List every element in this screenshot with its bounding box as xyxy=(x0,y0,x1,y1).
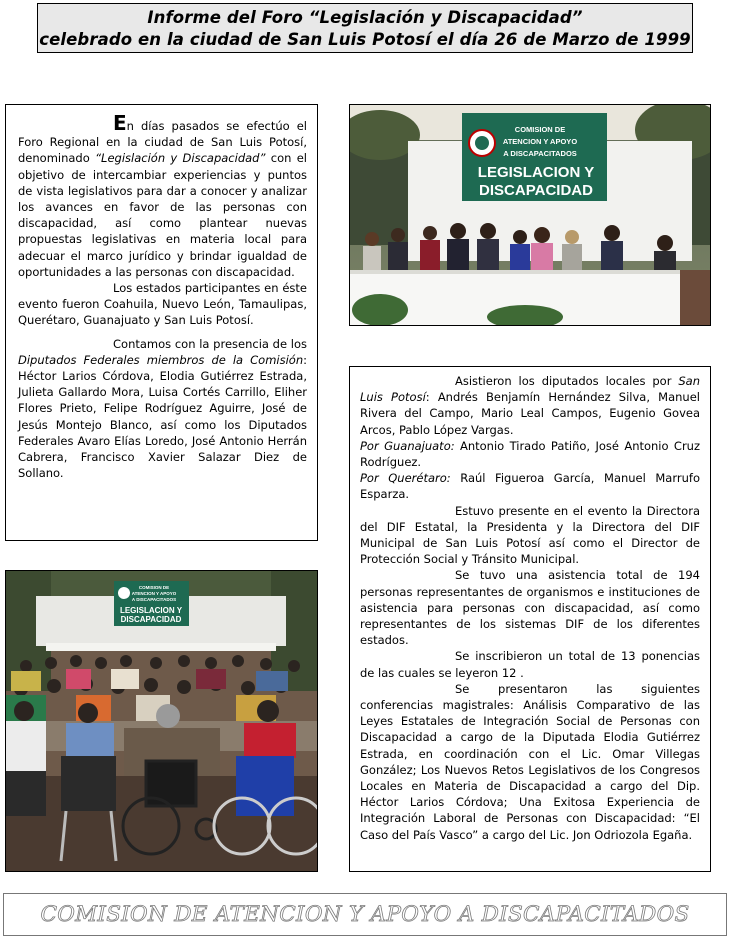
right-p1-text-a: Asistieron los diputados locales por xyxy=(455,374,679,388)
bottom-banner-line-3: A DISCAPACITADOS xyxy=(131,597,177,602)
photo-audience-scene xyxy=(6,571,317,871)
left-p1-text-a: n días pasados se efectúo el Foro Regional en la ciudad de San Luis Potosí, denominado xyxy=(18,119,307,166)
photo-audience xyxy=(5,570,318,872)
photo-panel-table xyxy=(349,104,711,326)
left-p3-text-b: : Héctor Larios Córdova, Elodia Gutiérrez Estrada, Julieta Gallardo Mora, Luisa Cortés Carrillo, Eliher Flores Prieto, Felipe Rodríguez Aguirre, José de Jesús Montejo Blanco, así como los Diputados Federales Avaro Elías Loredo, José Antonio Herrán Cabrera, Francisco Xavier Salazar Diez de Sollano. xyxy=(18,352,307,481)
right-paragraph-3: Se tuvo una asistencia total de 194 personas representantes de organismos e instituciones de asistencia para personas con discapacidad, así como representantes de los sistemas DIF de los diferentes estados. xyxy=(360,568,700,648)
bottom-banner-line-1: COMISION DE xyxy=(138,585,170,590)
bottom-banner-big-1: LEGISLACION Y xyxy=(119,606,183,615)
left-p3-committee: Diputados Federales miembros de la Comisión xyxy=(18,352,304,367)
photo-panel-scene xyxy=(350,105,710,325)
footer-text: COMISION DE ATENCION Y APOYO A DISCAPACITADOS xyxy=(40,902,690,927)
right-article-box xyxy=(349,366,711,872)
page-title-box xyxy=(37,3,693,53)
top-banner-big-1: LEGISLACION Y xyxy=(477,164,595,181)
bottom-banner-big-2: DISCAPACIDAD xyxy=(120,615,182,624)
right-p1-text-c: Antonio Tirado Patiño, José Antonio Cruz Rodríguez. xyxy=(360,438,700,470)
top-banner-big-2: DISCAPACIDAD xyxy=(479,182,593,199)
title-line-2: celebrado en la ciudad de San Luis Potosí el día 26 de Marzo de 1999 xyxy=(39,30,691,49)
right-p1-state-slp: San Luis Potosí xyxy=(360,374,700,405)
top-banner-line-3: A DISCAPACITADOS xyxy=(503,149,577,158)
left-p1-text-b: con el objetivo de intercambiar experiencias y puntos de vista legislativos para dar a conocer y analizar los avances en favor de las personas con discapacidad, así como plantear nuevas propuestas legislativas en materia local para adecuar el marco jurídico y brindar igualdad de oportunidades a las personas con discapacidad. xyxy=(18,151,307,279)
left-article-box xyxy=(5,104,318,541)
top-banner-line-2: ATENCION Y APOYO xyxy=(502,137,578,146)
left-p1-forum-name: “Legislación y Discapacidad” xyxy=(95,151,266,166)
right-paragraph-1 xyxy=(360,373,700,503)
right-p1-state-qro: Por Querétaro: xyxy=(360,471,451,486)
top-banner-line-1: COMISION DE xyxy=(514,125,566,134)
right-paragraph-2: Estuvo presente en el evento la Directora del DIF Estatal, la Presidenta y la Directora del DIF Municipal de San Luis Potosí así como el Director de Protección Social y Tránsito Municipal. xyxy=(360,503,700,567)
right-p1-text-b: : Andrés Benjamín Hernández Silva, Manuel Rivera del Campo, Mario Leal Campos, Eugenio Govea Arcos, Pablo López Vargas. xyxy=(360,390,700,437)
right-paragraph-5: Se presentaron las siguientes conferencias magistrales: Análisis Comparativo de las Leyes Estatales de Integración Social de Personas con Discapacidad a cargo de la Diputada Elodia Gutiérrez Estrada, en coordinación con el Lic. Omar Villegas González; Los Nuevos Retos Legislativos de los Congresos Locales en Materia de Discapacidad a cargo del Dip. Héctor Larios Córdova; Una Exitosa Experiencia de Integración Laboral de Personas con Discapacidad: “El Caso del País Vasco” a cargo del Lic. Jon Odriozola Egaña. xyxy=(360,681,700,842)
left-paragraph-3 xyxy=(18,336,307,482)
title-line-1: Informe del Foro “Legislación y Discapacidad” xyxy=(147,8,583,27)
right-paragraph-4: Se inscribieron un total de 13 ponencias de las cuales se leyeron 12 . xyxy=(360,649,700,680)
left-paragraph-2: Los estados participantes en éste evento fueron Coahuila, Nuevo León, Tamaulipas, Querétaro, Guanajuato y San Luis Potosí. xyxy=(18,281,307,328)
left-paragraph-1 xyxy=(18,111,307,280)
dropcap-letter: E xyxy=(113,111,127,135)
right-p1-text-d: Raúl Figueroa García, Manuel Marrufo Esparza. xyxy=(360,471,700,502)
right-p1-state-gto: Por Guanajuato: xyxy=(360,438,455,453)
footer-banner xyxy=(3,893,727,936)
left-p3-text-a: Contamos con la presencia de los xyxy=(113,336,307,351)
bottom-banner-line-2: ATENCION Y APOYO xyxy=(131,591,177,596)
